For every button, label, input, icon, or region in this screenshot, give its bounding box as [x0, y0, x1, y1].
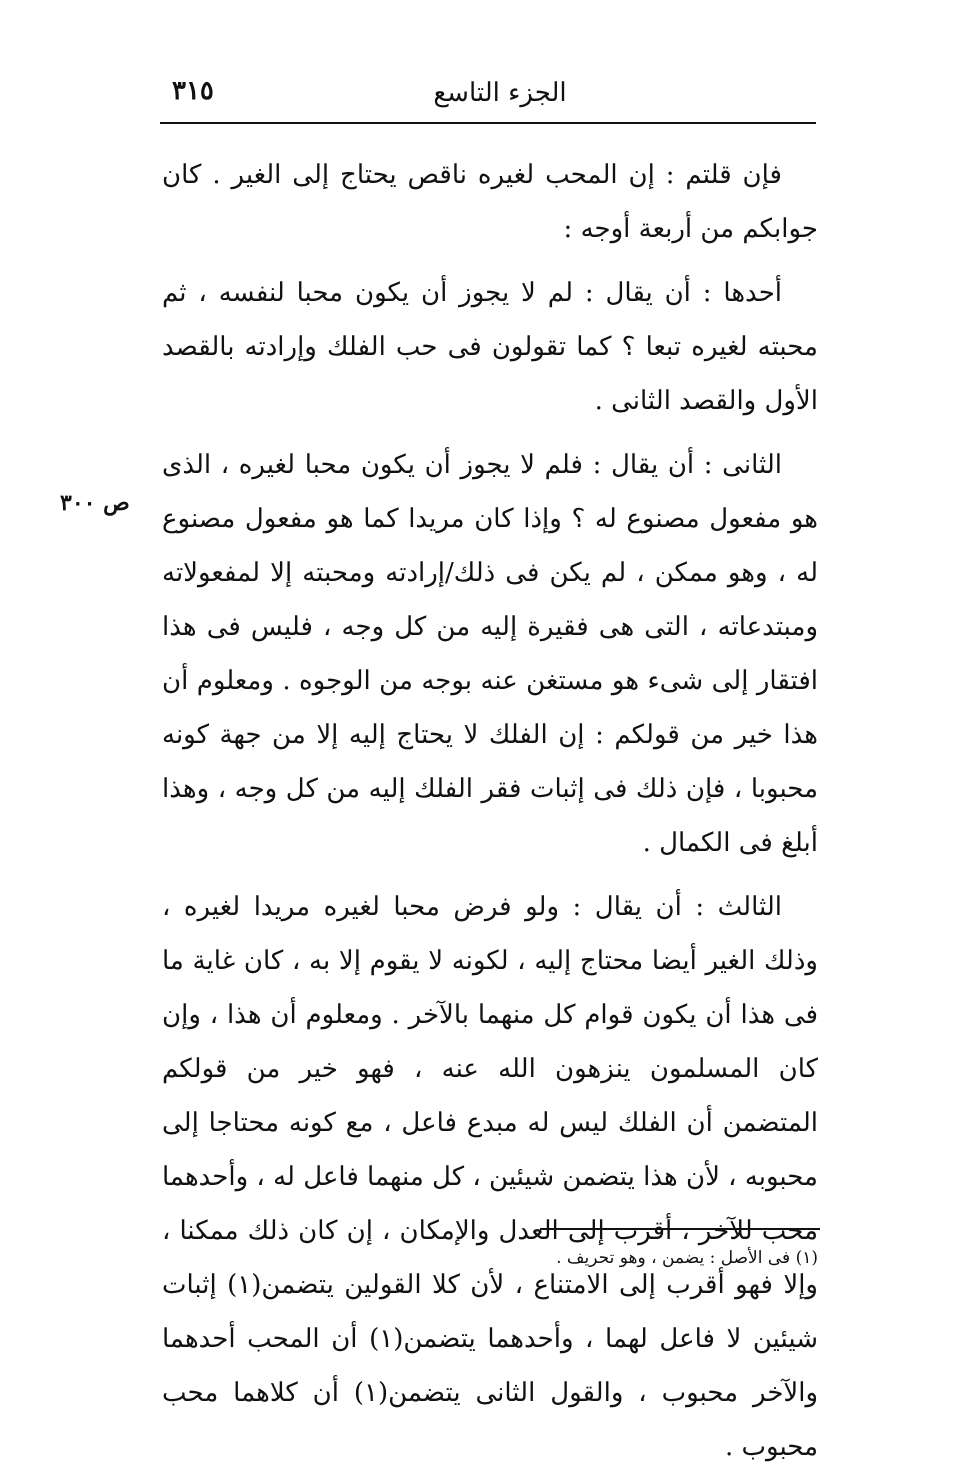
- main-text: [162, 148, 818, 1484]
- page-number: ٣١٥: [172, 76, 214, 106]
- header-divider: [160, 122, 816, 124]
- page-header: [160, 70, 816, 120]
- footnote-divider: [540, 1228, 820, 1230]
- paragraph-first-aspect: أحدها : أن يقال : لم لا يجوز أن يكون محبا لنفسه ، ثم محبته لغيره تبعا ؟ كما تقولون فى حب الفلك وإرادته بالقصد الأول والقصد الثانى .: [162, 278, 818, 416]
- running-title: الجزء التاسع: [433, 78, 567, 108]
- margin-page-reference: ص ٣٠٠: [60, 490, 130, 516]
- paragraph-third-aspect: الثالث : أن يقال : ولو فرض محبا لغيره مريدا لغيره ، وذلك الغير أيضا محتاج إليه ، لكونه لا يقوم إلا به ، كان غاية ما فى هذا أن يكون قوام كل منهما بالآخر . ومعلوم أن هذا ، وإن كان المسلمون ينزهون الله عنه ، فهو خير من قولكم المتضمن أن الفلك ليس له مبدع فاعل ، مع كونه محتاجا إلى محبوبه ، لأن هذا يتضمن شيئين ، كل منهما فاعل له ، وأحدهما محب للآخر ، أقرب إلى العدل والإمكان ، إن كان ذلك ممكنا ، وإلا فهو أقرب إلى الامتناع ، لأن كلا القولين يتضمن(١) إثبات شيئين لا فاعل لهما ، وأحدهما يتضمن(١) أن المحب أحدهما والآخر محبوب ، والقول الثانى يتضمن(١) أن كلاهما محب محبوب .: [162, 892, 818, 1462]
- paragraph-intro: فإن قلتم : إن المحب لغيره ناقص يحتاج إلى الغير . كان جوابكم من أربعة أوجه :: [162, 160, 818, 244]
- paragraph-second-aspect: الثانى : أن يقال : فلم لا يجوز أن يكون محبا لغيره ، الذى هو مفعول مصنوع له ؟ وإذا كان مريدا كما هو مفعول مصنوع له ، وهو ممكن ، لم يكن فى ذلك/إرادته ومحبته إلا لمفعولاته ومبتدعاته ، التى هى فقيرة إليه من كل وجه ، فليس فى هذا افتقار إلى شىء هو مستغن عنه بوجه من الوجوه . ومعلوم أن هذا خير من قولكم : إن الفلك لا يحتاج إليه إلا من جهة كونه محبوبا ، فإن ذلك فى إثبات فقر الفلك إليه من كل وجه ، وهذا أبلغ فى الكمال .: [162, 450, 818, 858]
- footnote: (١) فى الأصل : يضمن ، وهو تحريف .: [556, 1248, 818, 1268]
